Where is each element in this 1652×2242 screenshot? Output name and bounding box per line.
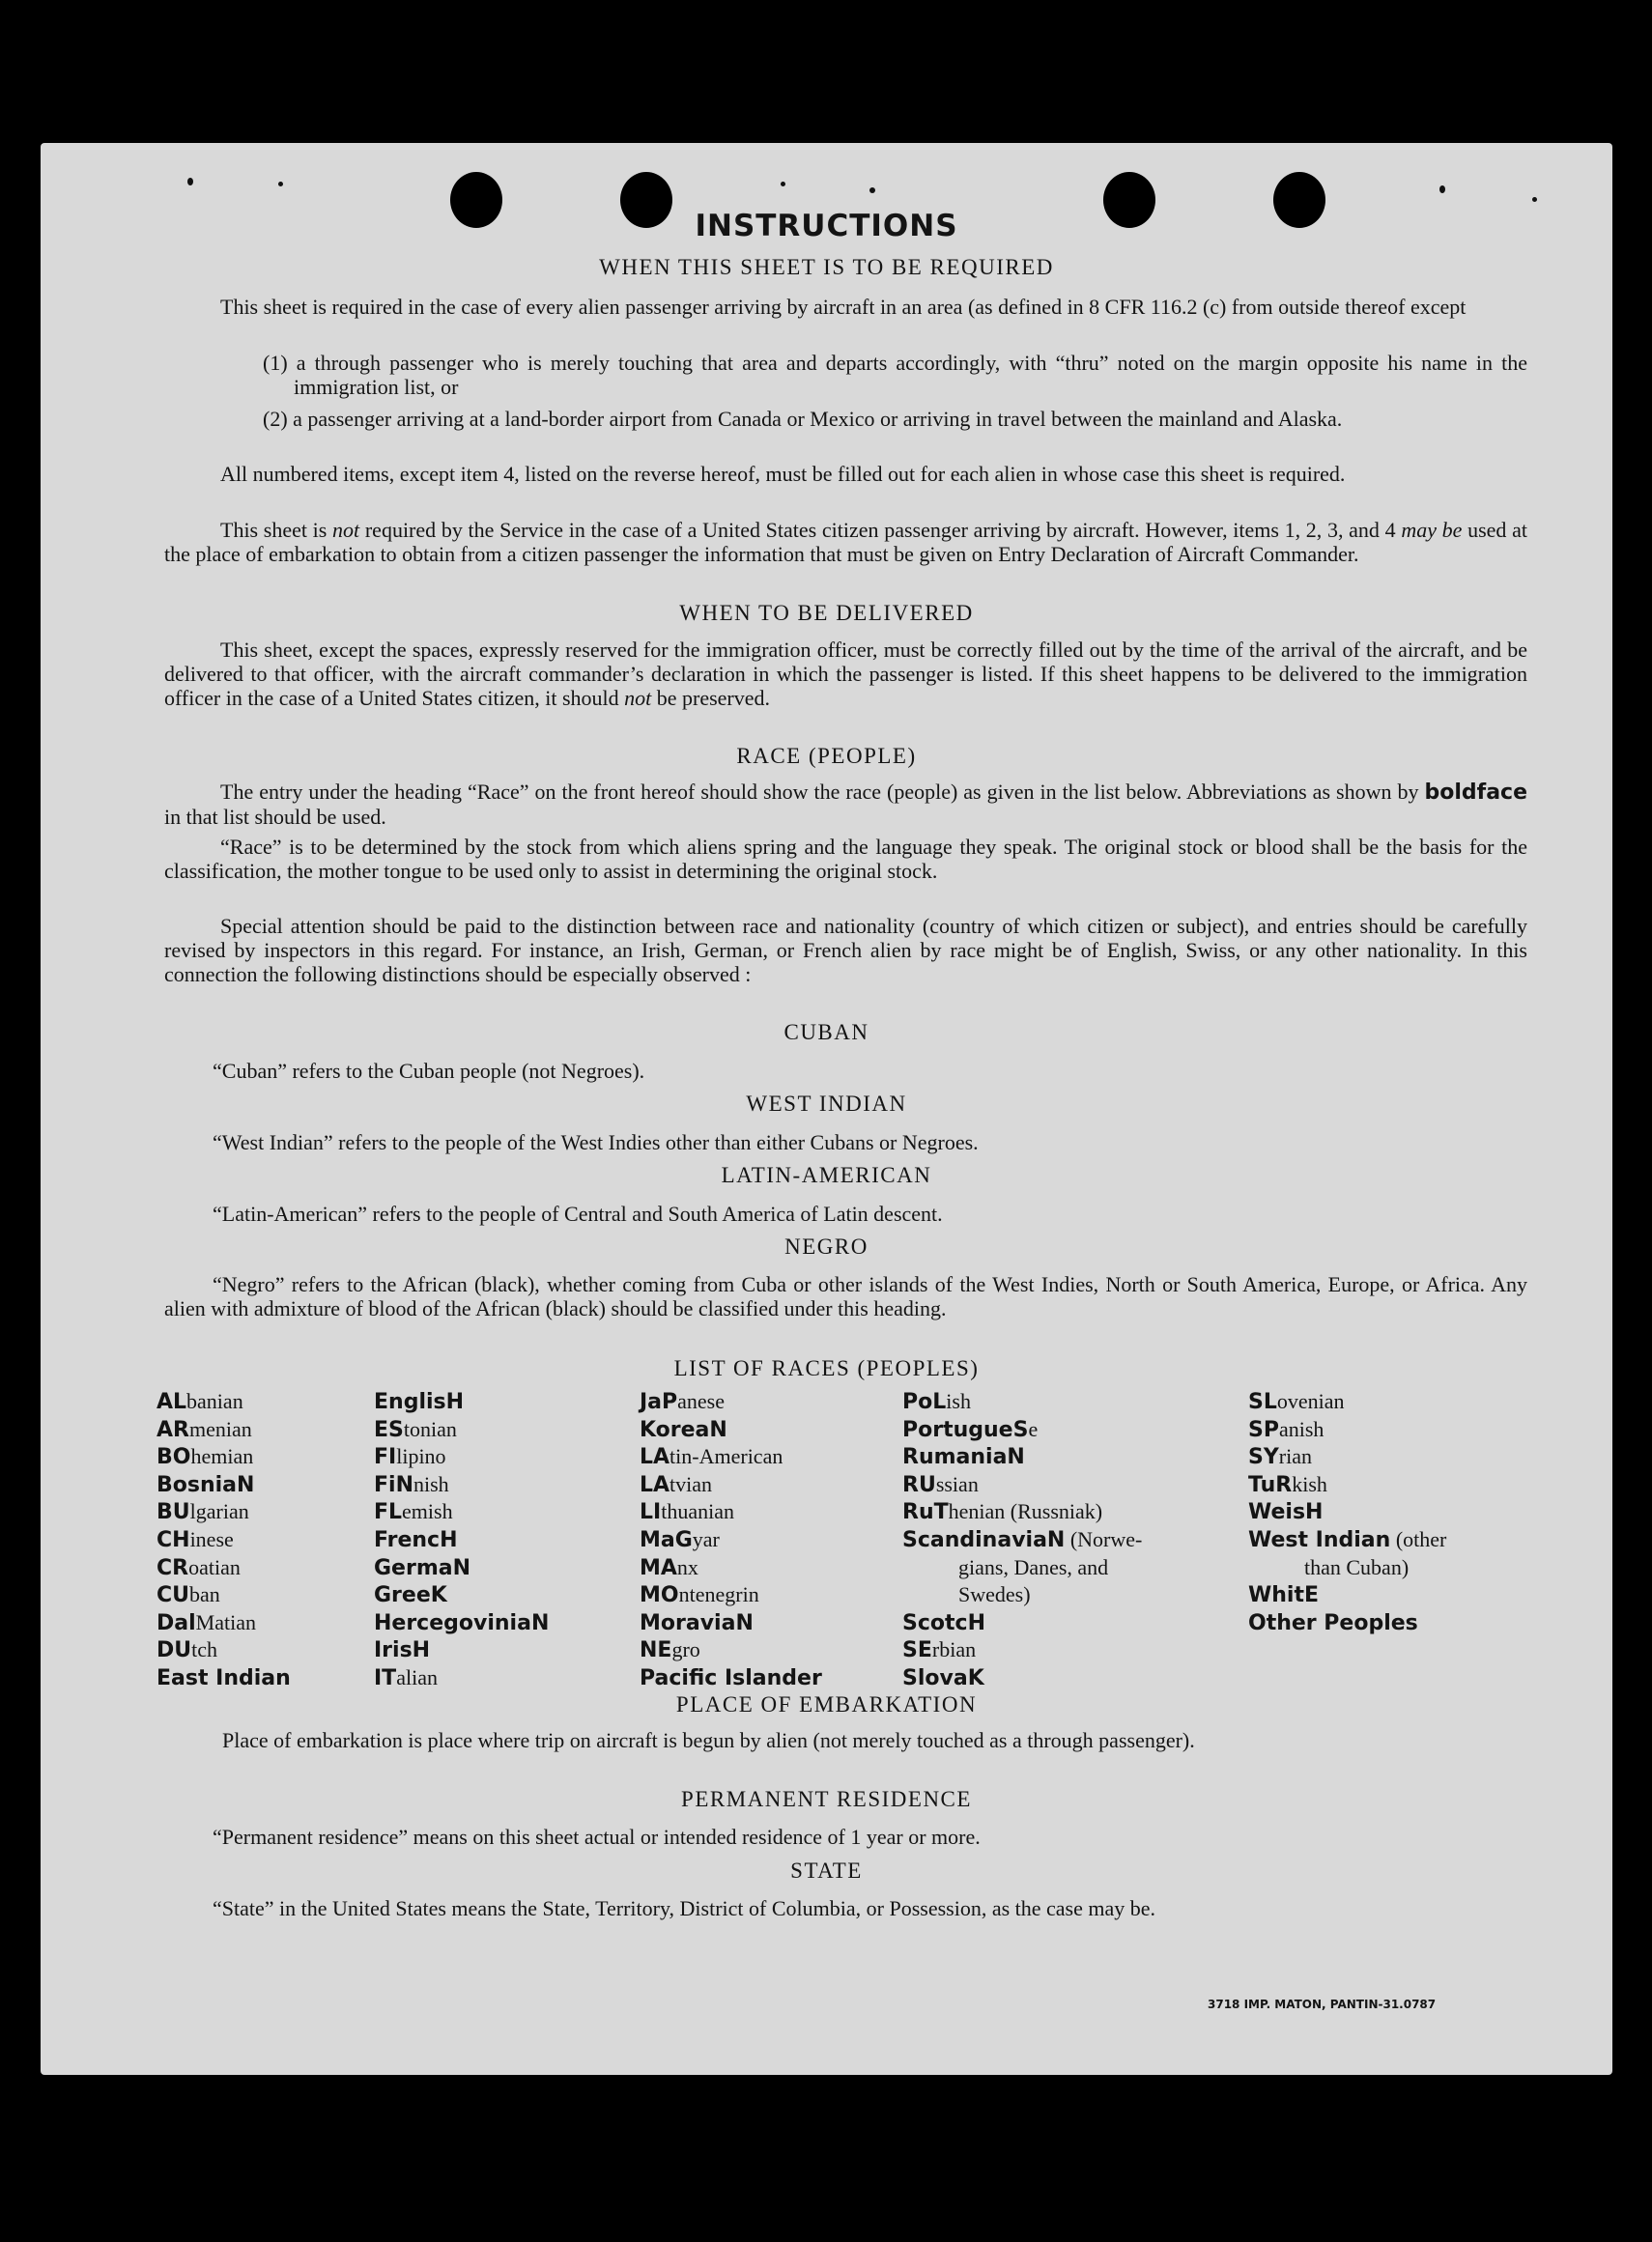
speck (1439, 185, 1445, 193)
race-abbrev: PortugueS (902, 1417, 1029, 1442)
race-entry (640, 1664, 822, 1692)
race-abbrev: FiN (374, 1472, 413, 1497)
race-abbrev: Hercegovinia (374, 1610, 531, 1635)
race-entry (902, 1581, 1142, 1609)
race-name: anish (1278, 1416, 1324, 1441)
paragraph-cuban: “Cuban” refers to the Cuban people (not Negroes). (213, 1059, 645, 1083)
race-entry (902, 1636, 1142, 1664)
race-entry (1248, 1416, 1446, 1444)
race-column-3 (640, 1388, 822, 1692)
text: in that list should be used. (164, 805, 386, 829)
race-entry (374, 1388, 549, 1416)
race-abbrev: IT (374, 1665, 397, 1690)
emphasis: not (332, 518, 360, 542)
race-name: gians, Danes, and (958, 1554, 1109, 1579)
speck (187, 178, 193, 185)
race-entry (157, 1554, 291, 1582)
heading-state: STATE (790, 1859, 863, 1883)
race-column-2 (374, 1388, 549, 1692)
paragraph-residence: “Permanent residence” means on this sheet actual or intended residence of 1 year or more. (213, 1825, 981, 1849)
race-abbrev: Moravia (640, 1610, 736, 1635)
race-entry (374, 1526, 549, 1554)
race-entry (640, 1636, 822, 1664)
race-name: tin-American (669, 1444, 783, 1469)
race-name: (Norwe- (1065, 1526, 1143, 1551)
emphasis: not (624, 686, 652, 710)
race-abbrev: Scotc (902, 1610, 968, 1635)
race-abbrev: SL (1248, 1390, 1277, 1414)
race-abbrev: N (237, 1472, 255, 1497)
race-abbrev: SE (902, 1638, 932, 1663)
race-abbrev: Germa (374, 1555, 453, 1580)
race-entry (1248, 1526, 1446, 1554)
race-entry (640, 1526, 822, 1554)
heading-latin-american: LATIN-AMERICAN (721, 1163, 932, 1187)
race-name: alian (396, 1664, 438, 1689)
race-entry (374, 1609, 549, 1637)
race-abbrev: MO (640, 1583, 679, 1608)
race-entry (157, 1581, 291, 1609)
text: The entry under the heading “Race” on the front hereof should show the race (people) as given in the list below. Abbreviations as shown by (220, 780, 1425, 804)
race-abbrev: N (1007, 1445, 1025, 1470)
race-name: gro (671, 1637, 700, 1662)
race-abbrev: E (1304, 1583, 1320, 1608)
speck (278, 182, 283, 186)
boldface-word: boldface (1424, 780, 1527, 805)
text: be preserved. (651, 686, 771, 710)
speck (869, 187, 875, 193)
race-name: emish (402, 1499, 453, 1524)
race-entry (1248, 1443, 1446, 1471)
paragraph-delivered (164, 638, 1527, 710)
race-entry (902, 1471, 1142, 1499)
race-entry (374, 1636, 549, 1664)
speck (1532, 197, 1537, 202)
race-entry (374, 1416, 549, 1444)
race-abbrev: BU (157, 1500, 190, 1525)
exception-item-2: (2) a passenger arriving at a land-border airport from Canada or Mexico or arriving in travel between the mainland and Alaska. (263, 407, 1343, 431)
race-entry (374, 1664, 549, 1692)
race-name: lipino (396, 1444, 446, 1469)
race-name: hemian (190, 1444, 254, 1469)
race-abbrev: RU (902, 1472, 936, 1497)
race-entry (902, 1554, 1142, 1582)
race-abbrev: Scandinavia (902, 1527, 1047, 1552)
race-name: menian (188, 1416, 252, 1441)
paragraph-state: “State” in the United States means the State, Territory, District of Columbia, or Possession, as the case may be. (213, 1896, 1156, 1920)
race-abbrev: JaP (640, 1390, 678, 1414)
race-abbrev: H (445, 1390, 465, 1414)
race-abbrev: West Indian (1248, 1527, 1391, 1552)
race-name: rian (1278, 1444, 1312, 1469)
race-abbrev: N (709, 1417, 727, 1442)
race-entry (1248, 1498, 1446, 1526)
heading-west-indian: WEST INDIAN (746, 1092, 907, 1116)
heading-residence: PERMANENT RESIDENCE (681, 1787, 972, 1811)
race-entry (640, 1388, 822, 1416)
race-abbrev: H (1305, 1500, 1324, 1525)
race-abbrev: RuT (902, 1500, 949, 1525)
race-name: ntenegrin (678, 1582, 759, 1607)
race-abbrev: PoL (902, 1390, 947, 1414)
paragraph-west-indian: “West Indian” refers to the people of the West Indies other than either Cubans or Negroes. (213, 1130, 979, 1154)
race-entry (374, 1554, 549, 1582)
race-name: ssian (935, 1471, 979, 1496)
race-abbrev: BO (157, 1445, 191, 1470)
race-entry (640, 1554, 822, 1582)
race-abbrev: N (530, 1610, 550, 1635)
race-entry (640, 1443, 822, 1471)
race-abbrev: Gree (374, 1583, 431, 1608)
race-abbrev: CH (157, 1527, 190, 1552)
paragraph-required: This sheet is required in the case of every alien passenger arriving by aircraft in an area (as defined in 8 CFR 116.2 (c) from outside thereof except (220, 295, 1467, 319)
race-column-1 (157, 1388, 291, 1692)
race-name: rbian (931, 1637, 977, 1662)
race-entry (902, 1609, 1142, 1637)
race-abbrev: Bosnia (157, 1472, 238, 1497)
race-name: tonian (403, 1416, 457, 1441)
race-entry (902, 1443, 1142, 1471)
race-abbrev: FL (374, 1500, 403, 1525)
race-name: banian (186, 1389, 243, 1413)
race-entry (374, 1581, 549, 1609)
race-name: Matian (195, 1609, 256, 1634)
race-name: than Cuban) (1304, 1554, 1410, 1579)
race-entry (157, 1664, 291, 1692)
race-abbrev: H (440, 1527, 458, 1552)
race-abbrev: K (430, 1583, 447, 1608)
paragraph-numbered-items: All numbered items, except item 4, listed on the reverse hereof, must be filled out for each alien in whose case this sheet is required. (220, 462, 1346, 486)
race-abbrev: Whit (1248, 1583, 1304, 1608)
race-name: kish (1292, 1471, 1327, 1496)
text: used at the place of embarkation to obtain from a citizen passenger the information that must be given on Entry Declaration of Aircraft Commander. (164, 518, 1527, 566)
race-abbrev: Korea (640, 1417, 710, 1442)
race-entry (374, 1471, 549, 1499)
text: This sheet, except the spaces, expressly reserved for the immigration officer, must be correctly filled out by the time of the arrival of the aircraft, and be delivered to that officer, with the aircraft commander’s declaration in which the passenger is listed. If this sheet happens to be delivered to the immigration officer in the case of a United States citizen, it should (164, 638, 1527, 710)
race-name: tch (191, 1637, 218, 1662)
race-abbrev: East Indian (157, 1665, 291, 1690)
race-abbrev: H (967, 1610, 985, 1635)
race-name: tvian (669, 1471, 713, 1496)
heading-race: RACE (PEOPLE) (736, 744, 917, 768)
race-entry (157, 1388, 291, 1416)
race-entry (640, 1581, 822, 1609)
race-entry (902, 1664, 1142, 1692)
race-name: ish (946, 1389, 971, 1413)
race-entry (640, 1471, 822, 1499)
heading-delivered: WHEN TO BE DELIVERED (679, 601, 974, 625)
speck (781, 182, 785, 186)
page-title: INSTRUCTIONS (695, 209, 958, 243)
race-abbrev: N (1046, 1527, 1066, 1552)
race-abbrev: Other Peoples (1248, 1610, 1418, 1635)
race-name: yar (692, 1526, 720, 1551)
race-name: inese (189, 1526, 234, 1551)
race-name: nish (413, 1471, 449, 1496)
race-name: anese (677, 1389, 726, 1413)
race-name: oatian (188, 1554, 241, 1579)
race-abbrev: Weis (1248, 1500, 1306, 1525)
race-name: ovenian (1276, 1389, 1345, 1413)
paragraph-citizen (164, 518, 1527, 566)
race-entry (157, 1498, 291, 1526)
race-entry (902, 1526, 1142, 1554)
race-name: (other (1390, 1526, 1447, 1551)
race-abbrev: N (735, 1610, 754, 1635)
race-entry (374, 1498, 549, 1526)
race-abbrev: TuR (1248, 1472, 1293, 1497)
paragraph-race-1 (164, 780, 1527, 829)
race-column-5 (1248, 1388, 1446, 1636)
race-abbrev: N (452, 1555, 471, 1580)
race-abbrev: Dal (157, 1610, 196, 1635)
race-entry (640, 1609, 822, 1637)
race-name: ban (189, 1582, 220, 1607)
form-sheet (41, 143, 1612, 2075)
paragraph-negro: “Negro” refers to the African (black), whether coming from Cuba or other islands of the West Indies, North or South America, Europe, or Africa. Any alien with admixture of blood of the African (black) should be classified under this heading. (164, 1272, 1527, 1320)
race-entry (157, 1636, 291, 1664)
race-entry (157, 1416, 291, 1444)
race-abbrev: Pacific Islander (640, 1665, 822, 1690)
race-abbrev: Iris (374, 1638, 413, 1663)
text: This sheet is (220, 518, 333, 542)
race-name: Swedes) (958, 1582, 1031, 1607)
race-entry (157, 1526, 291, 1554)
race-name: henian (Russniak) (948, 1499, 1103, 1524)
race-entry (902, 1498, 1142, 1526)
race-abbrev: K (967, 1665, 984, 1690)
race-entry (640, 1498, 822, 1526)
race-abbrev: AL (157, 1390, 187, 1414)
race-abbrev: FI (374, 1445, 397, 1470)
race-entry (157, 1443, 291, 1471)
paragraph-latin-american: “Latin-American” refers to the people of Central and South America of Latin descent. (213, 1202, 943, 1226)
race-entry (902, 1416, 1142, 1444)
race-entry (1248, 1609, 1446, 1637)
race-abbrev: Frenc (374, 1527, 441, 1552)
race-abbrev: SP (1248, 1417, 1279, 1442)
race-abbrev: Englis (374, 1390, 446, 1414)
race-entry (1248, 1554, 1446, 1582)
race-entry (157, 1609, 291, 1637)
paragraph-race-2: “Race” is to be determined by the stock from which aliens spring and the language they speak. The original stock or blood shall be the basis for the classification, the mother tongue to be used only to assist in determining the original stock. (164, 835, 1527, 883)
heading-list-of-races: LIST OF RACES (PEOPLES) (673, 1356, 980, 1380)
race-entry (374, 1443, 549, 1471)
race-abbrev: AR (157, 1417, 189, 1442)
race-entry (640, 1416, 822, 1444)
heading-cuban: CUBAN (783, 1020, 869, 1044)
race-entry (902, 1388, 1142, 1416)
race-column-4 (902, 1388, 1142, 1692)
race-entry (1248, 1471, 1446, 1499)
race-abbrev: CR (157, 1555, 189, 1580)
race-abbrev: SY (1248, 1445, 1279, 1470)
race-name: nx (676, 1554, 698, 1579)
race-abbrev: LA (640, 1472, 670, 1497)
paragraph-race-3: Special attention should be paid to the distinction between race and nationality (country of which citizen or subject), and entries should be carefully revised by inspectors in this regard. For instance, an Irish, German, or French alien by race might be of English, Swiss, or any other nationality. In this connection the following distinctions should be especially observed : (164, 914, 1527, 986)
heading-required: WHEN THIS SHEET IS TO BE REQUIRED (599, 255, 1054, 279)
race-abbrev: MA (640, 1555, 677, 1580)
race-abbrev: MaG (640, 1527, 693, 1552)
race-abbrev: DU (157, 1638, 192, 1663)
race-abbrev: CU (157, 1583, 190, 1608)
race-name: thuanian (661, 1499, 734, 1524)
race-abbrev: Slova (902, 1665, 968, 1690)
race-name: lgarian (189, 1499, 249, 1524)
race-abbrev: H (412, 1638, 431, 1663)
race-entry (1248, 1581, 1446, 1609)
heading-negro: NEGRO (784, 1235, 869, 1259)
race-abbrev: LA (640, 1445, 670, 1470)
race-abbrev: LI (640, 1500, 662, 1525)
printer-imprint: 3718 IMP. MATON, PANTIN-31.0787 (1208, 1998, 1437, 2011)
race-entry (1248, 1388, 1446, 1416)
race-abbrev: ES (374, 1417, 404, 1442)
paragraph-embarkation: Place of embarkation is place where trip on aircraft is begun by alien (not merely touched as a through passenger). (222, 1728, 1195, 1752)
race-abbrev: NE (640, 1638, 672, 1663)
heading-embarkation: PLACE OF EMBARKATION (675, 1692, 978, 1717)
race-abbrev: Rumania (902, 1445, 1008, 1470)
text: required by the Service in the case of a United States citizen passenger arriving by aircraft. However, items 1, 2, 3, and 4 (359, 518, 1402, 542)
emphasis: may be (1401, 518, 1463, 542)
exception-item-1: (1) a through passenger who is merely touching that area and departs accordingly, with “thru” noted on the margin opposite his name in the immigration list, or (263, 351, 1527, 399)
race-name: e (1028, 1416, 1039, 1441)
race-entry (157, 1471, 291, 1499)
